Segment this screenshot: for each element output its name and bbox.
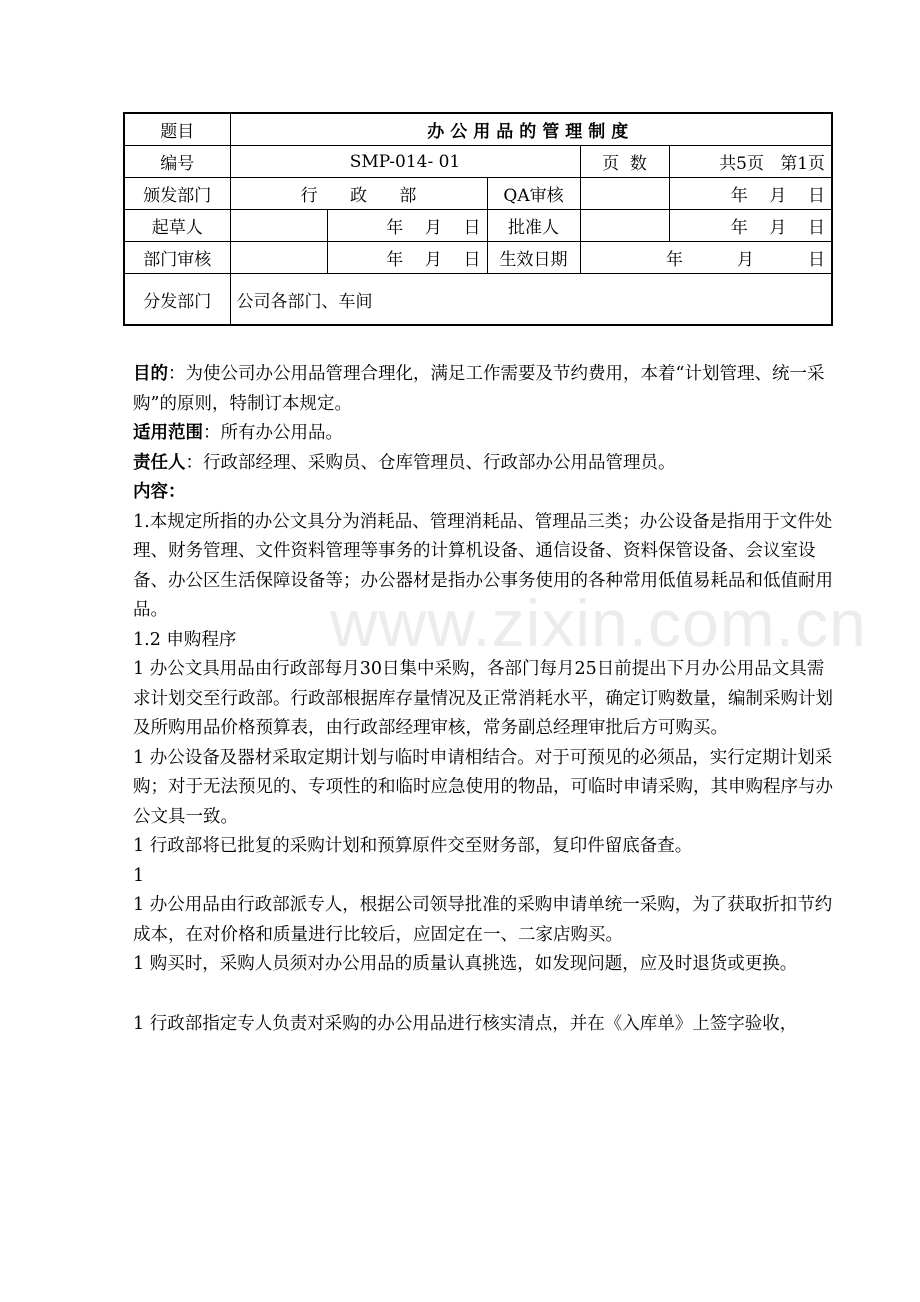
qa-date: 年 月 日 <box>669 178 832 210</box>
row-drafter <box>124 210 832 242</box>
paragraph-unified-purchase: 1 办公用品由行政部派专人，根据公司领导批准的采购申请单统一采购，为了获取折扣节约成本，在对价格和质量进行比较后，应固定在一、二家店购买。 <box>133 895 833 945</box>
code-label: 编号 <box>124 146 230 178</box>
dept-review-label: 部门审核 <box>124 242 230 274</box>
drafter-signature <box>230 210 327 242</box>
paragraph-equipment-purchase: 1 办公设备及器材采取定期计划与临时申请相结合。对于可预见的必须品，实行定期计划采购；对于无法预见的、专项性的和临时应急使用的物品，可临时申请采购，其申购程序与办公文具一致。 <box>133 747 833 827</box>
approver-label: 批准人 <box>487 210 580 242</box>
row-topic <box>124 113 832 146</box>
drafter-date: 年 月 日 <box>327 210 487 242</box>
effective-date: 年 月 日 <box>580 242 832 274</box>
dept-review-date: 年 月 日 <box>327 242 487 274</box>
scope-label: 适用范围 <box>133 423 203 443</box>
topic-label: 题目 <box>124 113 230 146</box>
content-heading <box>133 478 833 508</box>
blank-line <box>133 980 833 1010</box>
approver-signature <box>580 210 669 242</box>
pages-value: 共5页 第1页 <box>669 146 832 178</box>
document-title: 办公用品的管理制度 <box>230 113 832 146</box>
content-label: 内容： <box>133 482 186 502</box>
paragraph-receipt-verification: 1 行政部指定专人负责对采购的办公用品进行核实清点，并在《入库单》上签字验收， <box>133 1013 798 1034</box>
row-distribution <box>124 274 832 326</box>
paragraph-quality-check: 1 购买时，采购人员须对办公用品的质量认真挑选，如发现问题，应及时退货或更换。 <box>133 954 798 974</box>
purpose-label: 目的 <box>133 364 168 384</box>
paragraph-scope-definition: 1.本规定所指的办公文具分为消耗品、管理消耗品、管理品三类；办公设备是指用于文件处理、财务管理、文件资料管理等事务的计算机设备、通信设备、资料保管设备、会议室设备、办公区生活保障设备等；办公器材是指办公事务使用的各种常用低值易耗品和低值耐用品。 <box>133 511 833 620</box>
owner-text: ：行政部经理、采购员、仓库管理员、行政部办公用品管理员。 <box>185 452 676 473</box>
row-dept-review <box>124 242 832 274</box>
purpose-text: ：为使公司办公用品管理合理化，满足工作需要及节约费用，本着“计划管理、统一采购”的原则，特制订本规定。 <box>133 364 825 414</box>
purpose-paragraph <box>133 360 833 419</box>
code-value: SMP-014- 01 <box>230 146 580 178</box>
document-header-table <box>123 112 833 326</box>
paragraph-plan-submission: 1 行政部将已批复的采购计划和预算原件交至财务部，复印件留底备查。 <box>133 836 693 856</box>
owner-label: 责任人 <box>133 452 186 473</box>
qa-signature <box>580 178 669 210</box>
distribution-label: 分发部门 <box>124 274 230 326</box>
drafter-label: 起草人 <box>124 210 230 242</box>
watermark: www.zixin.com.cn <box>330 586 867 660</box>
distribution-value: 公司各部门、车间 <box>230 274 832 326</box>
paragraph-numbering-only: 1 <box>133 865 145 886</box>
owner-paragraph <box>133 449 833 479</box>
pages-label: 页 数 <box>580 146 669 178</box>
paragraph-procurement-heading: 1.2 申购程序 <box>133 629 237 650</box>
issuer-label: 颁发部门 <box>124 178 230 210</box>
document-body <box>133 360 833 1039</box>
paragraph-stationery-purchase: 1 办公文具用品由行政部每月30日集中采购，各部门每月25日前提出下月办公用品文具需求计划交至行政部。行政部根据库存量情况及正常消耗水平，确定订购数量，编制采购计划及所购用品价格预算表，由行政部经理审核，常务副总经理审批后方可购买。 <box>133 659 833 738</box>
effective-label: 生效日期 <box>487 242 580 274</box>
scope-text: ：所有办公用品。 <box>203 423 343 443</box>
scope-paragraph <box>133 419 833 449</box>
qa-label: QA审核 <box>487 178 580 210</box>
approver-date: 年 月 日 <box>669 210 832 242</box>
issuer-value: 行 政 部 <box>230 178 487 210</box>
dept-review-signature <box>230 242 327 274</box>
row-code <box>124 146 832 178</box>
row-issuer <box>124 178 832 210</box>
